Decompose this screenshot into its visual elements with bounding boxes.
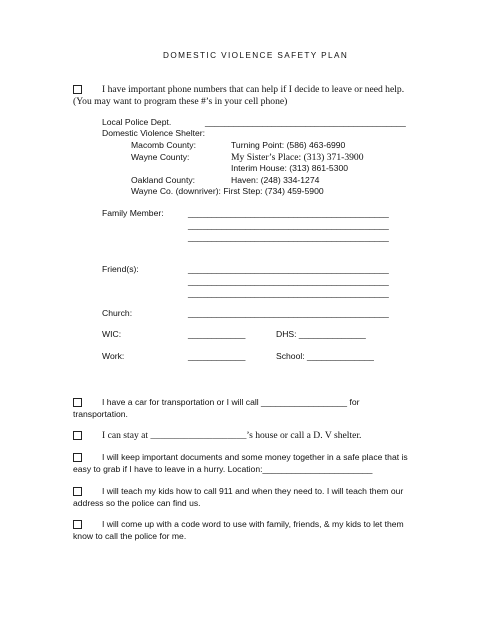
work-label: Work: [102,351,125,361]
item2-text-cont: transportation. [73,409,128,419]
family-member-field-1[interactable]: __________________________________________ [188,208,389,218]
friends-field-3[interactable]: __________________________________________ [188,288,389,298]
item6-text-cont: know to call the police for me. [73,531,187,541]
family-member-field-2[interactable]: __________________________________________ [188,220,389,230]
item4-text: I will keep important documents and some money together in a safe place that is [102,452,408,462]
police-field[interactable]: __________________________________________ [205,117,406,127]
wic-label: WIC: [102,329,122,339]
friends-field-2[interactable]: __________________________________________ [188,276,389,286]
item2-text: I have a car for transportation or I will call __________________ for [102,397,360,407]
item5-text: I will teach my kids how to call 911 and when they need to. I will teach them our [102,486,404,496]
church-label: Church: [102,308,133,318]
macomb-contact: Turning Point: (586) 463-6990 [231,140,346,150]
page-title: DOMESTIC VIOLENCE SAFETY PLAN [163,51,349,60]
interim-contact: Interim House: (313) 861-5300 [231,163,349,173]
wayne-downriver-contact: Wayne Co. (downriver): First Step: (734) 459-5900 [131,186,324,196]
school-field[interactable]: School: ______________ [276,351,374,361]
friends-label: Friend(s): [102,264,139,274]
item4-text-cont: easy to grab if I have to leave in a hurry. Location:_______________________ [73,464,373,474]
wic-field[interactable]: ____________ [188,329,246,339]
code-word-checkbox[interactable] [73,520,82,529]
item6-text: I will come up with a code word to use with family, friends, & my kids to let them [102,519,404,529]
item5-text-cont: address so the police can find us. [73,498,201,508]
oakland-county-label: Oakland County: [131,175,196,185]
item1-text: I have important phone numbers that can help if I decide to leave or need help. [102,84,405,95]
family-member-field-3[interactable]: __________________________________________ [188,232,389,242]
friends-field-1[interactable]: __________________________________________ [188,264,389,274]
work-field[interactable]: ____________ [188,351,246,361]
shelter-label: Domestic Violence Shelter: [102,128,206,138]
family-member-label: Family Member: [102,208,164,218]
wayne-contact: My Sister’s Place: (313) 371-3900 [231,152,364,163]
church-field[interactable]: __________________________________________ [188,308,389,318]
item1-note: (You may want to program these #’s in your cell phone) [73,96,288,107]
wayne-county-label: Wayne County: [131,152,190,162]
stay-checkbox[interactable] [73,431,82,440]
phone-numbers-checkbox[interactable] [73,85,82,94]
item3-text: I can stay at ____________________’s house or call a D. V shelter. [102,430,362,441]
dhs-field[interactable]: DHS: ______________ [276,329,366,339]
police-label: Local Police Dept. [102,117,172,127]
documents-checkbox[interactable] [73,453,82,462]
teach-kids-checkbox[interactable] [73,487,82,496]
macomb-county-label: Macomb County: [131,140,196,150]
transportation-checkbox[interactable] [73,398,82,407]
oakland-contact: Haven: (248) 334-1274 [231,175,320,185]
